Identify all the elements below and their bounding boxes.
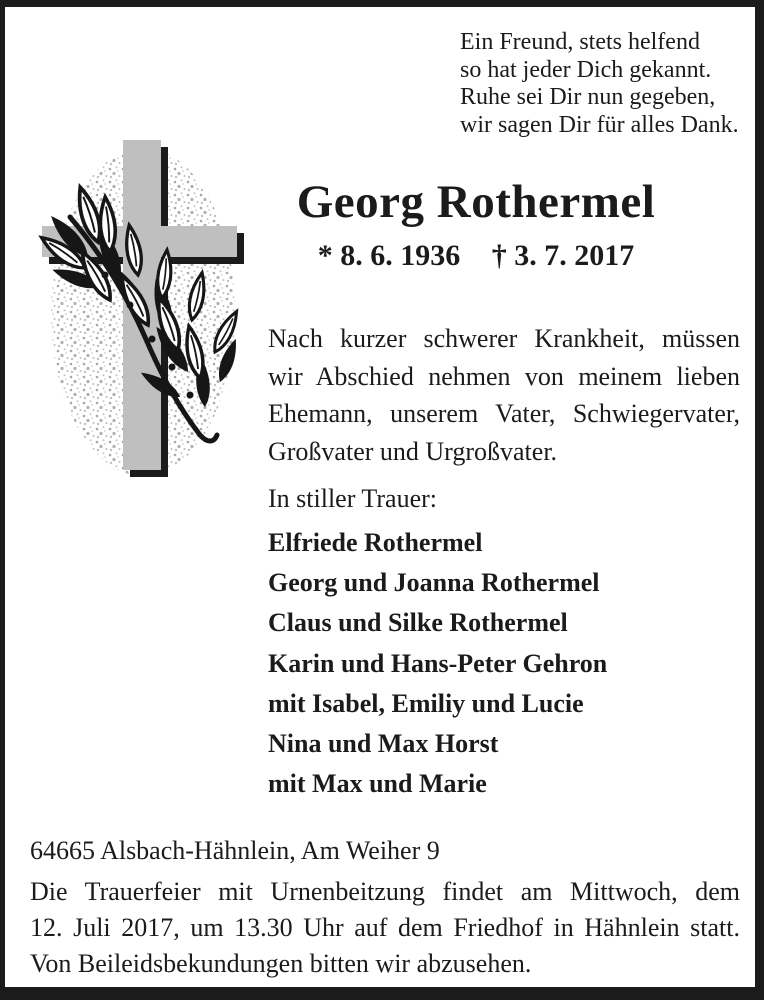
funeral-line: 12. Juli 2017, um 13.30 Uhr auf dem Friedhof in Hähnlein statt. [30,913,740,942]
mourner-line: mit Max und Marie [268,769,487,799]
mourner-line: Claus und Silke Rothermel [268,608,568,638]
poem-line: Ein Freund, stets helfend [460,29,700,55]
obituary-text [268,320,740,470]
funeral-line: Von Beileidsbekundungen bitten wir abzusehen. [30,949,532,978]
mourner-line: Elfriede Rothermel [268,528,483,557]
mourner-line: Nina und Max Horst [268,729,499,759]
poem-line: so hat jeder Dich gekannt. [460,56,712,83]
life-dates [268,239,684,273]
memorial-poem [460,29,739,139]
name-block [268,175,684,273]
birth-date: * 8. 6. 1936 [317,239,461,272]
poem-line: wir sagen Dir für alles Dank. [460,111,739,138]
mourners-list [268,523,607,804]
address-line: 64665 Alsbach-Hähnlein, Am Weiher 9 [30,836,440,865]
cross-laurel-icon [30,127,260,495]
obituary-line: Nach kurzer schwerer Krankheit, müssen [268,324,740,353]
deceased-name: Georg Rothermel [296,176,656,228]
mourning-intro: In stiller Trauer: [268,484,437,513]
mourner-line: Georg und Joanna Rothermel [268,568,600,598]
funeral-info [30,874,740,982]
poem-line: Ruhe sei Dir nun gegeben, [460,84,716,110]
death-date: † 3. 7. 2017 [491,239,635,272]
mourner-line: mit Isabel, Emiliy und Lucie [268,688,584,718]
obituary-line: wir Abschied nehmen von meinem lieben [268,361,740,391]
obituary-line: Großvater und Urgroßvater. [268,436,558,466]
funeral-line: Die Trauerfeier mit Urnenbeitzung findet am Mittwoch, dem [30,877,740,906]
obituary-line: Ehemann, unserem Vater, Schwiegervater, [268,399,740,428]
mourner-line: Karin und Hans-Peter Gehron [268,648,608,678]
